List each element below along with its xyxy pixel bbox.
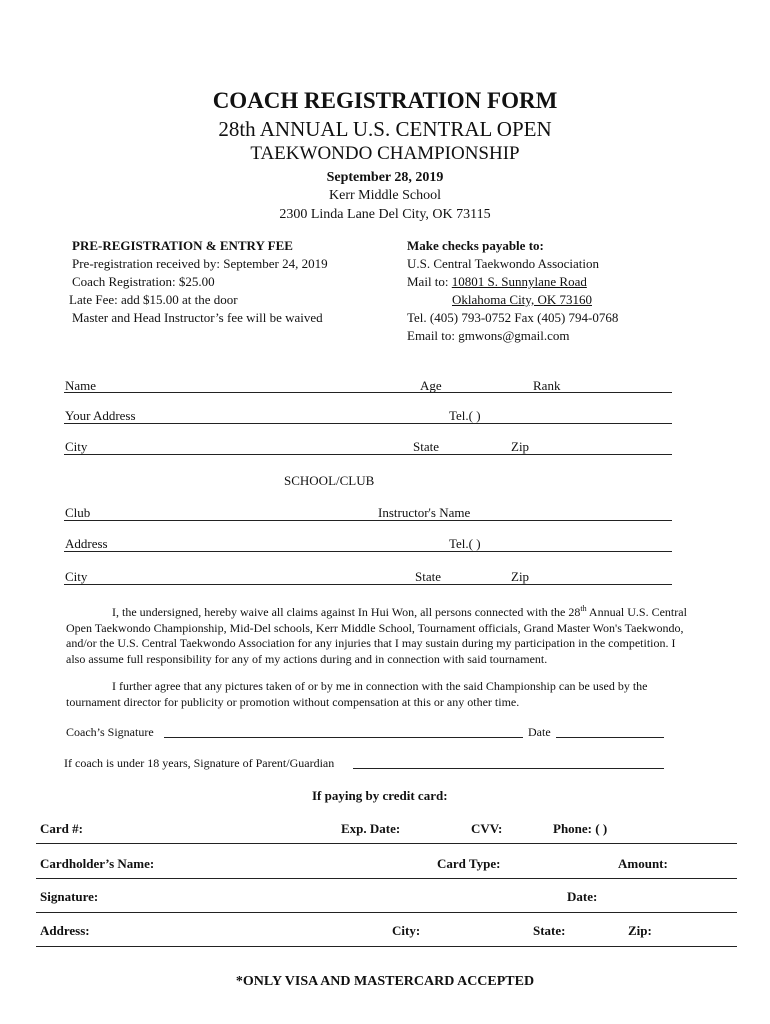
signature-date-field[interactable] xyxy=(556,737,664,738)
fee-line: Coach Registration: $25.00 xyxy=(72,274,215,289)
event-subtitle: TAEKWONDO CHAMPIONSHIP xyxy=(250,143,520,164)
waiver-text: I, the undersigned, hereby waive all claims against In Hui Won, all persons connected with the 28 xyxy=(112,605,581,619)
card-zip-label: Zip: xyxy=(628,923,652,938)
card-city-label: City: xyxy=(392,923,421,938)
payable-org: U.S. Central Taekwondo Association xyxy=(407,256,600,271)
tel-label: Tel.( ) xyxy=(449,408,481,423)
address-label: Your Address xyxy=(65,408,136,423)
cardholder-label: Cardholder’s Name: xyxy=(40,856,155,871)
city-field[interactable] xyxy=(64,454,672,455)
signature-date-label: Date xyxy=(528,725,551,739)
form-title: COACH REGISTRATION FORM xyxy=(212,88,558,113)
exp-date-label: Exp. Date: xyxy=(341,821,401,836)
name-field[interactable] xyxy=(64,392,672,393)
city-label: City xyxy=(65,439,88,454)
state-label: State xyxy=(413,439,439,454)
school-city-label: City xyxy=(65,569,88,584)
name-label: Name xyxy=(65,378,97,393)
event-address: 2300 Linda Lane Del City, OK 73115 xyxy=(279,207,491,222)
fee-line: Pre-registration received by: September 24, 2019 xyxy=(72,256,328,271)
school-address-label: Address xyxy=(65,536,108,551)
school-heading: SCHOOL/CLUB xyxy=(284,473,375,488)
email: Email to: gmwons@gmail.com xyxy=(407,328,570,343)
guardian-signature-field[interactable] xyxy=(353,768,664,769)
event-venue: Kerr Middle School xyxy=(329,188,441,203)
fee-heading: PRE-REGISTRATION & ENTRY FEE xyxy=(72,238,293,253)
card-number-label: Card #: xyxy=(40,821,83,836)
fee-line: Late Fee: add $15.00 at the door xyxy=(69,292,238,307)
address-field[interactable] xyxy=(64,423,672,424)
card-type-label: Card Type: xyxy=(437,856,501,871)
fee-line: Master and Head Instructor’s fee will be waived xyxy=(72,310,323,325)
phone-fax: Tel. (405) 793-0752 Fax (405) 794-0768 xyxy=(407,310,619,325)
waiver-text-cont: Annual U.S. Central Open Taekwondo Championship, Mid-Del schools, Kerr Middle School, Tournament officials, Grand Master Won's Taekwondo, and/or the U.S. Central Taekwondo Association for any injuries that I may sustain during my participation in the competition. I also assume full responsibility for any of my actions during and in connection with said tournament. xyxy=(66,605,687,666)
amount-label: Amount: xyxy=(618,856,668,871)
cvv-label: CVV: xyxy=(471,821,503,836)
mail-city: Oklahoma City, OK 73160 xyxy=(452,292,592,307)
zip-label: Zip xyxy=(511,439,530,454)
card-row-field[interactable] xyxy=(36,843,737,844)
mail-street: 10801 S. Sunnylane Road xyxy=(451,274,587,289)
photo-release-text: I further agree that any pictures taken of or by me in connection with the said Championship can be used by the tournament director for publicity or promotion without compensation at this or any other time. xyxy=(66,679,648,709)
school-address-field[interactable] xyxy=(64,551,672,552)
event-title: 28th ANNUAL U.S. CENTRAL OPEN xyxy=(218,117,552,141)
club-field[interactable] xyxy=(64,520,672,521)
card-date-label: Date: xyxy=(567,889,598,904)
payable-heading: Make checks payable to: xyxy=(407,238,544,253)
rank-label: Rank xyxy=(533,378,561,393)
instructor-label: Instructor's Name xyxy=(378,505,471,520)
credit-card-heading: If paying by credit card: xyxy=(312,788,448,803)
card-address-label: Address: xyxy=(40,923,90,938)
school-state-label: State xyxy=(415,569,441,584)
cardholder-row-field[interactable] xyxy=(36,878,737,879)
card-signature-label: Signature: xyxy=(40,889,99,904)
club-label: Club xyxy=(65,505,91,520)
phone-label: Phone: ( ) xyxy=(553,821,608,836)
coach-signature-field[interactable] xyxy=(164,737,523,738)
coach-signature-label: Coach’s Signature xyxy=(66,725,154,739)
photo-release-paragraph xyxy=(66,679,694,710)
waiver-sup: th xyxy=(580,604,587,613)
mail-address xyxy=(407,274,587,290)
mail-prefix: Mail to: xyxy=(407,274,452,289)
school-city-field[interactable] xyxy=(64,584,672,585)
signature-row-field[interactable] xyxy=(36,912,737,913)
event-date: September 28, 2019 xyxy=(326,170,444,185)
footer-note: *ONLY VISA AND MASTERCARD ACCEPTED xyxy=(235,974,535,989)
address-row-field[interactable] xyxy=(36,946,737,947)
waiver-paragraph xyxy=(66,601,694,667)
school-tel-label: Tel.( ) xyxy=(449,536,481,551)
guardian-signature-label: If coach is under 18 years, Signature of Parent/Guardian xyxy=(64,756,335,770)
school-zip-label: Zip xyxy=(511,569,530,584)
age-label: Age xyxy=(420,378,442,393)
card-state-label: State: xyxy=(533,923,566,938)
